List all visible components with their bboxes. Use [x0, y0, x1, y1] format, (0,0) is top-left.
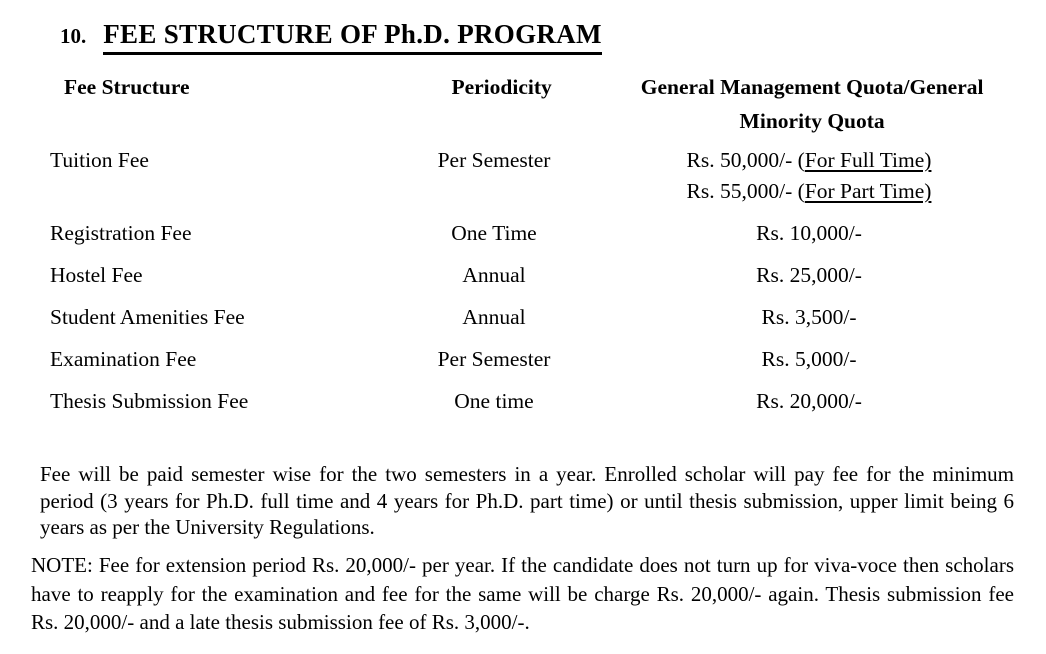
periodicity-value: One time — [454, 389, 534, 413]
amount-prefix: Rs. 50,000/- ( — [686, 148, 805, 172]
amount-value: Rs. 10,000/- — [756, 221, 862, 245]
fee-name: Student Amenities Fee — [50, 305, 245, 329]
table-row-examination-fee — [50, 347, 1026, 371]
column-header-periodicity: Periodicity — [451, 75, 552, 99]
amount-value: Rs. 5,000/- — [761, 347, 857, 371]
fee-name: Tuition Fee — [50, 148, 149, 172]
periodicity-value: Annual — [462, 263, 526, 287]
extension-note-paragraph: NOTE: Fee for extension period Rs. 20,000/- per year. If the candidate does not turn up for viva-voce then scholars have to reapply for the examination and fee for the same will be charge Rs. 20,000/- again. Thesis submission fee Rs. 20,000/- and a late thesis submission fee of Rs. 3,000/-. — [31, 553, 1014, 634]
periodicity-value: Per Semester — [437, 148, 551, 172]
amount-line-part-time — [592, 176, 1026, 207]
periodicity-value: Annual — [462, 305, 526, 329]
quota-header-line-1: General Management Quota/General — [640, 75, 984, 99]
fee-name: Thesis Submission Fee — [50, 389, 249, 413]
amount-line-full-time — [592, 145, 1026, 176]
section-number: 10. — [60, 24, 87, 48]
amount-prefix: Rs. 55,000/- ( — [686, 179, 805, 203]
amount-value — [592, 145, 1026, 207]
table-row-thesis-submission-fee — [50, 389, 1026, 413]
amount-value: Rs. 3,500/- — [761, 305, 857, 329]
page-title: FEE STRUCTURE OF Ph.D. PROGRAM — [103, 19, 602, 55]
fee-name: Registration Fee — [50, 221, 192, 245]
amount-value: Rs. 20,000/- — [756, 389, 862, 413]
amount-value: Rs. 25,000/- — [756, 263, 862, 287]
column-header-quota — [598, 70, 1026, 138]
table-row-tuition-fee — [50, 145, 1026, 207]
table-row-hostel-fee — [50, 263, 1026, 287]
table-row-student-amenities-fee — [50, 305, 1026, 329]
payment-terms-paragraph: Fee will be paid semester wise for the two semesters in a year. Enrolled scholar will pay fee for the minimum period (3 years for Ph.D. full time and 4 years for Ph.D. part time) or until thesis submission, upper limit being 6 years as per the University Regulations. — [40, 462, 1014, 539]
section-heading — [60, 19, 602, 55]
periodicity-value: One Time — [451, 221, 537, 245]
fee-structure-table — [50, 70, 1026, 431]
table-row-registration-fee — [50, 221, 1026, 245]
quota-header-line-2: Minority Quota — [739, 109, 885, 133]
periodicity-value: Per Semester — [437, 347, 551, 371]
fee-name: Hostel Fee — [50, 263, 143, 287]
amount-underlined-text: For Full Time) — [804, 148, 932, 172]
column-header-fee-structure: Fee Structure — [64, 75, 190, 99]
fee-name: Examination Fee — [50, 347, 197, 371]
amount-underlined-text: For Part Time) — [804, 179, 932, 203]
table-header-row — [50, 70, 1026, 138]
